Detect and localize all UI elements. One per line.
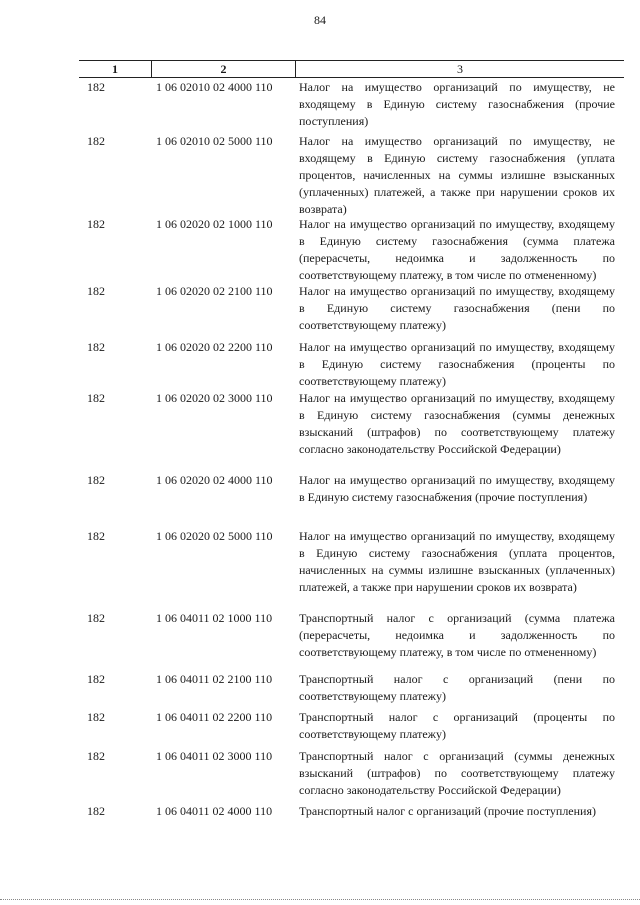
- header-col-1: 1: [112, 62, 118, 76]
- header-col-2: 2: [151, 61, 295, 77]
- income-description: Транспортный налог с организаций (суммы денежных взысканий (штрафов) по соответствующему платежу согласно законодательству Российской Федерации): [299, 749, 615, 797]
- table-header: [79, 60, 624, 78]
- income-description: Налог на имущество организаций по имуществу, входящему в Единую систему газоснабжения (сумма платежа (перерасчеты, недоимка и задолженность по соответствующему платежу, в том числе по отмененному): [299, 217, 615, 282]
- income-description: Транспортный налог с организаций (прочие поступления): [299, 804, 596, 818]
- budget-code: 1 06 02010 02 5000 110: [156, 134, 273, 148]
- income-description: Налог на имущество организаций по имуществу, входящему в Единую систему газоснабжения (проценты по соответствующему платежу): [299, 340, 615, 388]
- admin-code: 182: [87, 391, 105, 405]
- admin-code: 182: [87, 804, 105, 818]
- budget-code: 1 06 02020 02 2200 110: [156, 340, 273, 354]
- admin-code: 182: [87, 134, 105, 148]
- admin-code: 182: [87, 217, 105, 231]
- income-description: Налог на имущество организаций по имуществу, входящему в Единую систему газоснабжения (уплата процентов, начисленных на суммы излишне взысканных (уплаченных) платежей, а также при нарушении сроков их возврата): [299, 529, 615, 594]
- admin-code: 182: [87, 611, 105, 625]
- budget-code: 1 06 02020 02 3000 110: [156, 391, 273, 405]
- income-description: Налог на имущество организаций по имуществу, не входящему в Единую систему газоснабжения (прочие поступления): [299, 80, 615, 128]
- admin-code: 182: [87, 80, 105, 94]
- income-description: Транспортный налог с организаций (пени по соответствующему платежу): [299, 672, 615, 703]
- admin-code: 182: [87, 672, 105, 686]
- admin-code: 182: [87, 473, 105, 487]
- income-description: Налог на имущество организаций по имуществу, входящему в Единую систему газоснабжения (пени по соответствующему платежу): [299, 284, 615, 332]
- budget-code: 1 06 02020 02 5000 110: [156, 529, 273, 543]
- page-bottom-divider: [0, 899, 640, 900]
- income-description: Налог на имущество организаций по имуществу, входящему в Единую систему газоснабжения (суммы денежных взысканий (штрафов) по соответствующему платежу согласно законодательству Российской Федерации): [299, 391, 615, 456]
- admin-code: 182: [87, 529, 105, 543]
- budget-code: 1 06 04011 02 2200 110: [156, 710, 273, 724]
- budget-code: 1 06 02020 02 4000 110: [156, 473, 273, 487]
- page-number: 84: [314, 13, 326, 27]
- income-description: Транспортный налог с организаций (проценты по соответствующему платежу): [299, 710, 615, 741]
- budget-code: 1 06 02020 02 2100 110: [156, 284, 273, 298]
- budget-code: 1 06 04011 02 1000 110: [156, 611, 273, 625]
- header-col-3: 3: [295, 61, 624, 77]
- admin-code: 182: [87, 749, 105, 763]
- income-description: Налог на имущество организаций по имуществу, не входящему в Единую систему газоснабжения (уплата процентов, начисленных на суммы излишне взысканных (уплаченных) платежей, а также при нарушении сроков их возврата): [299, 134, 615, 216]
- budget-code: 1 06 02020 02 1000 110: [156, 217, 273, 231]
- income-description: Налог на имущество организаций по имуществу, входящему в Единую систему газоснабжения (прочие поступления): [299, 473, 615, 504]
- admin-code: 182: [87, 340, 105, 354]
- budget-code: 1 06 04011 02 4000 110: [156, 804, 273, 818]
- budget-code: 1 06 02010 02 4000 110: [156, 80, 273, 94]
- admin-code: 182: [87, 284, 105, 298]
- income-description: Транспортный налог с организаций (сумма платежа (перерасчеты, недоимка и задолженность по соответствующему платежу, в том числе по отмененному): [299, 611, 615, 659]
- admin-code: 182: [87, 710, 105, 724]
- budget-code: 1 06 04011 02 3000 110: [156, 749, 273, 763]
- budget-code: 1 06 04011 02 2100 110: [156, 672, 273, 686]
